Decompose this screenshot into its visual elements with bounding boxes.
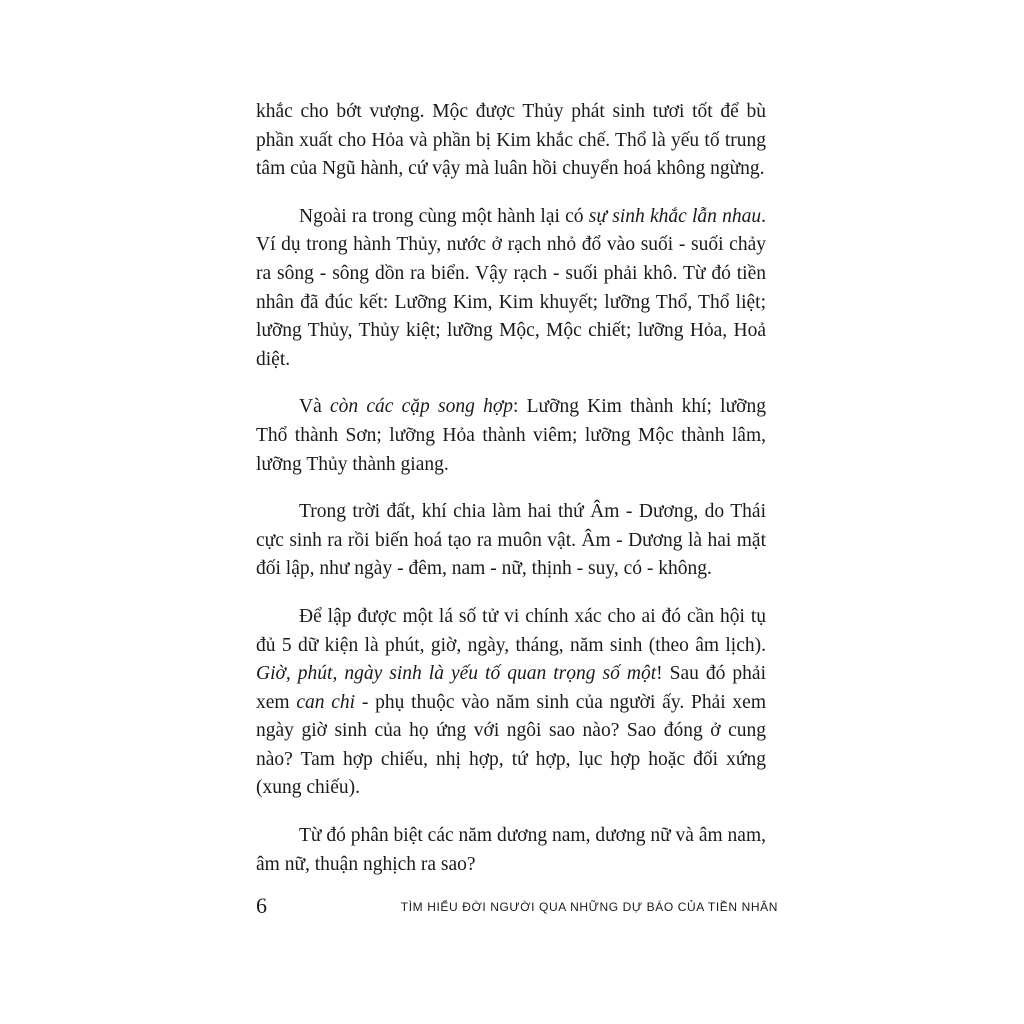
paragraph-3 <box>256 393 766 479</box>
paragraph-2 <box>256 203 766 375</box>
paragraph-1-text: khắc cho bớt vượng. Mộc được Thủy phát sinh tươi tốt để bù phần xuất cho Hỏa và phần bị Kim khắc chế. Thổ là yếu tố trung tâm của Ngũ hành, cứ vậy mà luân hồi chuyển hoá không ngừng. <box>256 101 766 180</box>
paragraph-6 <box>256 822 766 879</box>
paragraph-2-italic: sự sinh khắc lẫn nhau <box>588 205 762 227</box>
paragraph-1 <box>256 98 766 184</box>
paragraph-5-text-a: Để lập được một lá số tử vi chính xác cho ai đó cần hội tụ đủ 5 dữ kiện là phút, giờ, ngày, tháng, năm sinh (theo âm lịch). <box>256 605 766 656</box>
paragraph-5-text-b: ! Sau đó phải xem <box>256 663 766 713</box>
paragraph-3-text-b: : Lưỡng Kim thành khí; lưỡng Thổ thành Sơn; lưỡng Hỏa thành viêm; lưỡng Mộc thành lâm, lưỡng Thủy thành giang. <box>256 396 766 475</box>
paragraph-5 <box>256 603 766 803</box>
paragraph-3-italic: còn các cặp song hợp <box>329 396 513 418</box>
paragraph-5-text-c: - phụ thuộc vào năm sinh của người ấy. Phải xem ngày giờ sinh của họ ứng với ngôi sao nào? Sao đóng ở cung nào? Tam hợp chiếu, nhị hợp, tứ hợp, lục hợp hoặc đối xứng (xung chiếu). <box>256 691 766 799</box>
body-text <box>256 98 766 879</box>
paragraph-5-italic-b: can chi <box>296 691 356 713</box>
page-number: 6 <box>256 893 267 918</box>
paragraph-4 <box>256 498 766 584</box>
running-title: TÌM HIỂU ĐỜI NGƯỜI QUA NHỮNG DỰ BÁO CỦA TIỀN NHÂN <box>400 900 778 914</box>
paragraph-5-italic-a: Giờ, phút, ngày sinh là yếu tố quan trọng số một <box>256 663 657 685</box>
paragraph-4-text: Trong trời đất, khí chia làm hai thứ Âm - Dương, do Thái cực sinh ra rồi biến hoá tạo ra muôn vật. Âm - Dương là hai mặt đối lập, như ngày - đêm, nam - nữ, thịnh - suy, có - không. <box>256 501 766 580</box>
paragraph-2-text-b: . Ví dụ trong hành Thủy, nước ở rạch nhỏ đổ vào suối - suối chảy ra sông - sông dồn ra biển. Vậy rạch - suối phải khô. Từ đó tiền nhân đã đúc kết: Lưỡng Kim, Kim khuyết; lưỡng Thổ, Thổ liệt; lưỡng Thủy, Thủy kiệt; lưỡng Mộc, Mộc chiết; lưỡng Hỏa, Hoả diệt. <box>256 205 766 370</box>
paragraph-6-text: Từ đó phân biệt các năm dương nam, dương nữ và âm nam, âm nữ, thuận nghịch ra sao? <box>256 825 766 875</box>
paragraph-2-text-a: Ngoài ra trong cùng một hành lại có <box>299 205 589 227</box>
paragraph-3-text-a: Và <box>299 396 330 418</box>
